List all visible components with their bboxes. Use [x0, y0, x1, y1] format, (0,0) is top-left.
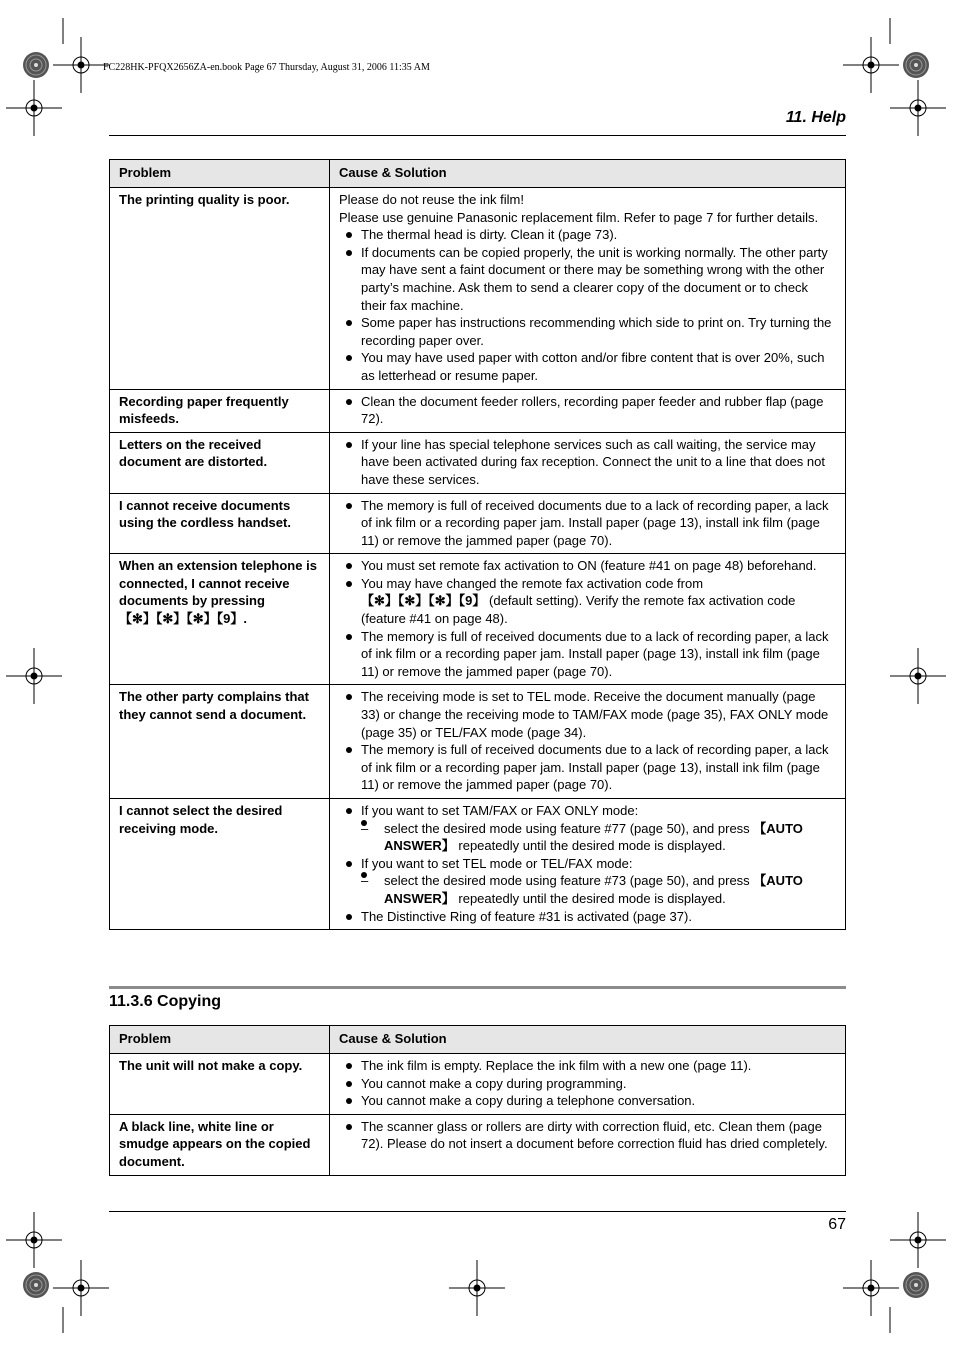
- solution-cell: [330, 188, 846, 390]
- dash-item: [361, 820, 836, 855]
- dash-item: [361, 872, 836, 907]
- problem-cell: A black line, white line or smudge appears on the copied document.: [110, 1114, 330, 1175]
- key-auto-answer: 【AUTO ANSWER】: [384, 820, 803, 854]
- table-header-row: [110, 160, 846, 188]
- column-header-cause: Cause & Solution: [330, 1026, 846, 1054]
- troubleshooting-table: [109, 159, 846, 930]
- solution-cell: [330, 493, 846, 554]
- solution-cell: [330, 1114, 846, 1175]
- problem-cell: The printing quality is poor.: [110, 188, 330, 390]
- problem-cell: The unit will not make a copy.: [110, 1054, 330, 1115]
- table-row: [110, 432, 846, 493]
- copying-heading: 11.3.6 Copying: [109, 993, 222, 1010]
- bullet-item: The receiving mode is set to TEL mode. Receive the document manually (page 33) or change the receiving mode to TAM/FAX mode (page 35), FAX ONLY mode (page 35) or TEL/FAX mode (page 34).: [339, 688, 836, 741]
- section-title: 11. Help: [785, 109, 846, 126]
- book-info-line: FC228HK-PFQX2656ZA-en.book Page 67 Thursday, August 31, 2006 11:35 AM: [103, 62, 430, 73]
- bullet-item: [339, 575, 836, 628]
- bullet-item: The memory is full of received documents due to a lack of recording paper, a lack of ink film or a recording paper jam. Install paper (page 13), install ink film (page 11) or remove the jammed paper (page 70).: [339, 497, 836, 550]
- table-row: [110, 188, 846, 390]
- solution-cell: [330, 799, 846, 930]
- problem-cell: The other party complains that they cannot send a document.: [110, 685, 330, 799]
- bullet-item: If documents can be copied properly, the unit is working normally. The other party may have sent a faint document or there may be something wrong with the other party’s machine. Ask them to send a clearer copy of the document or to check their fax machine.: [339, 244, 836, 314]
- table-row: [110, 685, 846, 799]
- table-row: [110, 799, 846, 930]
- table-row: [110, 1054, 846, 1115]
- bullet-item: [339, 802, 836, 855]
- dash-text: select the desired mode using feature #77 (page 50), and press: [384, 820, 754, 836]
- column-header-cause: Cause & Solution: [330, 160, 846, 188]
- solution-intro: Please use genuine Panasonic replacement film. Refer to page 7 for further details.: [339, 209, 819, 225]
- problem-cell: [110, 554, 330, 685]
- dash-text: repeatedly until the desired mode is displayed.: [454, 838, 726, 854]
- bullet-item: You cannot make a copy during programming.: [339, 1075, 836, 1093]
- problem-cell: Recording paper frequently misfeeds.: [110, 389, 330, 432]
- table-row: [110, 1114, 846, 1175]
- bullet-text: You may have changed the remote fax activation code from: [361, 575, 704, 591]
- problem-cell: Letters on the received document are distorted.: [110, 432, 330, 493]
- problem-text: When an extension telephone is connected, I cannot receive documents by pressing: [119, 558, 317, 609]
- footer-rule: [109, 1211, 846, 1212]
- section-divider: [109, 986, 846, 989]
- bullet-item: Clean the document feeder rollers, recording paper feeder and rubber flap (page 72).: [339, 393, 836, 428]
- solution-cell: [330, 1054, 846, 1115]
- bullet-item: You must set remote fax activation to ON (feature #41 on page 48) beforehand.: [339, 557, 836, 575]
- key-auto-answer: 【AUTO ANSWER】: [384, 873, 803, 906]
- bullet-text: If you want to set TEL mode or TEL/FAX mode:: [361, 855, 633, 871]
- table-row: [110, 493, 846, 554]
- solution-intro: Please do not reuse the ink film!: [339, 192, 524, 207]
- solution-cell: [330, 685, 846, 799]
- column-header-problem: Problem: [110, 1026, 330, 1054]
- key-sequence: 【✻】【✻】【✻】【9】: [361, 593, 486, 609]
- solution-cell: [330, 554, 846, 685]
- bullet-item: You may have used paper with cotton and/or fibre content that is over 20%, such as letterhead or resume paper.: [339, 349, 836, 384]
- bullet-item: The thermal head is dirty. Clean it (page 73).: [339, 226, 836, 244]
- bullet-item: The memory is full of received documents due to a lack of recording paper, a lack of ink film or a recording paper jam. Install paper (page 13), install ink film (page 11) or remove the jammed paper (page 70).: [339, 741, 836, 794]
- solution-cell: [330, 389, 846, 432]
- bullet-item: The ink film is empty. Replace the ink film with a new one (page 11).: [339, 1057, 836, 1075]
- copying-table: [109, 1025, 846, 1176]
- problem-cell: I cannot select the desired receiving mode.: [110, 799, 330, 930]
- bullet-text: (default setting). Verify the remote fax activation code (feature #41 on page 48).: [361, 593, 796, 627]
- header-rule: [109, 135, 846, 136]
- bullet-item: The Distinctive Ring of feature #31 is activated (page 37).: [339, 908, 836, 926]
- dash-text: repeatedly until the desired mode is displayed.: [454, 890, 726, 906]
- table-row: [110, 554, 846, 685]
- bullet-text: If you want to set TAM/FAX or FAX ONLY mode:: [361, 803, 639, 818]
- bullet-item: [339, 855, 836, 908]
- bullet-item: Some paper has instructions recommending which side to print on. Try turning the recording paper over.: [339, 314, 836, 349]
- table-header-row: [110, 1026, 846, 1054]
- bullet-item: You cannot make a copy during a telephone conversation.: [339, 1092, 836, 1110]
- bullet-item: The scanner glass or rollers are dirty with correction fluid, etc. Clean them (page 72). Please do not insert a document before correction fluid has dried completely.: [339, 1118, 836, 1153]
- solution-cell: [330, 432, 846, 493]
- bullet-item: The memory is full of received documents due to a lack of recording paper, a lack of ink film or a recording paper jam. Install paper (page 13), install ink film (page 11) or remove the jammed paper (page 70).: [339, 628, 836, 681]
- page-number: 67: [828, 1216, 846, 1233]
- column-header-problem: Problem: [110, 160, 330, 188]
- key-sequence: 【✻】【✻】【✻】【9】.: [119, 611, 248, 627]
- bullet-item: If your line has special telephone services such as call waiting, the service may have been activated during fax reception. Connect the unit to a line that does not have these services.: [339, 436, 836, 489]
- table-row: [110, 389, 846, 432]
- dash-text: select the desired mode using feature #73 (page 50), and press: [384, 873, 754, 889]
- problem-cell: I cannot receive documents using the cordless handset.: [110, 493, 330, 554]
